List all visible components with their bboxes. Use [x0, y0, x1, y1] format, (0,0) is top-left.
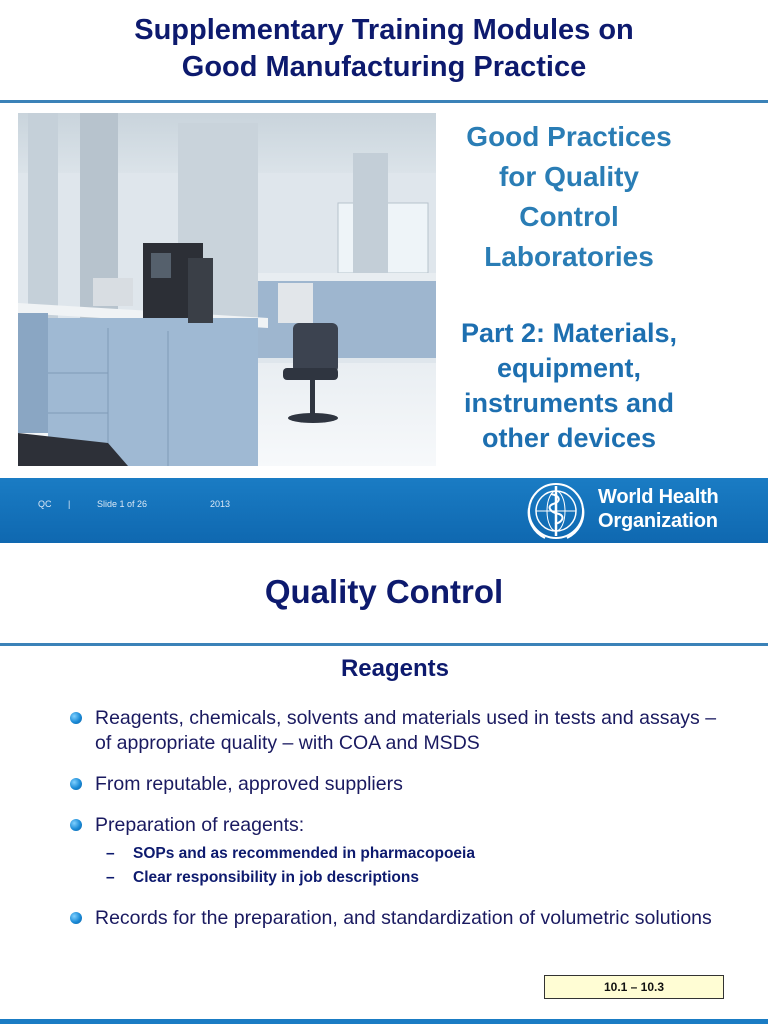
bullet-text: Records for the preparation, and standardization of volumetric solutions: [95, 907, 712, 929]
slide-title: [0, 12, 768, 86]
bullet-item: [70, 772, 730, 797]
footer-year: 2013: [210, 499, 231, 509]
sub-bullet-text: Clear responsibility in job descriptions: [133, 869, 419, 886]
section-heading: Reagents: [340, 655, 450, 682]
part-title-line-3: instruments and: [463, 388, 675, 418]
laboratory-photo: [18, 113, 436, 466]
bullet-dot-icon: [70, 712, 82, 724]
reference-box: 10.1 – 10.3: [544, 975, 724, 999]
module-title-line-4: Laboratories: [484, 241, 654, 272]
module-title: [440, 117, 698, 277]
module-title-line-3: Control: [519, 201, 619, 232]
title-divider: [0, 100, 768, 103]
bullet-text: Preparation of reagents:: [95, 814, 305, 836]
content-slide: [0, 543, 768, 1024]
organization-name-line-2: Organization: [598, 510, 718, 532]
footer-module: QC: [38, 499, 52, 509]
part-title-line-2: equipment,: [496, 353, 641, 383]
module-title-line-2: for Quality: [498, 161, 639, 192]
part-title-line-1: Part 2: Materials,: [460, 318, 678, 348]
footer-separator: |: [68, 499, 71, 509]
sub-bullet-item: [95, 866, 730, 890]
dash-marker: –: [106, 845, 115, 862]
bullet-text: From reputable, approved suppliers: [95, 773, 403, 795]
bullet-item: [70, 906, 730, 931]
title-divider: [0, 643, 768, 646]
bullet-item: [70, 706, 730, 756]
module-title-line-1: Good Practices: [466, 121, 672, 152]
dash-marker: –: [106, 869, 115, 886]
organization-name-line-1: World Health: [598, 486, 719, 508]
bullet-item: [70, 813, 730, 890]
part-title-line-4: other devices: [481, 423, 657, 453]
part-title: [440, 316, 698, 456]
bullet-dot-icon: [70, 819, 82, 831]
footer-slide-number: Slide 1 of 26: [97, 499, 148, 509]
bottom-bar: [0, 1019, 768, 1024]
sub-bullet-list: [95, 842, 730, 890]
slide-title: Quality Control: [264, 573, 504, 610]
slide-title-line-2: Good Manufacturing Practice: [181, 51, 587, 83]
bullet-dot-icon: [70, 912, 82, 924]
bullet-list: [70, 706, 730, 947]
bullet-dot-icon: [70, 778, 82, 790]
sub-bullet-item: [95, 842, 730, 866]
slide-title-line-1: Supplementary Training Modules on: [134, 14, 634, 46]
organization-name: [598, 485, 719, 533]
sub-bullet-text: SOPs and as recommended in pharmacopoeia: [133, 845, 475, 862]
who-emblem-icon: [521, 478, 591, 543]
bullet-text: Reagents, chemicals, solvents and materials used in tests and assays – of appropriate quality – with COA and MSDS: [95, 707, 717, 754]
